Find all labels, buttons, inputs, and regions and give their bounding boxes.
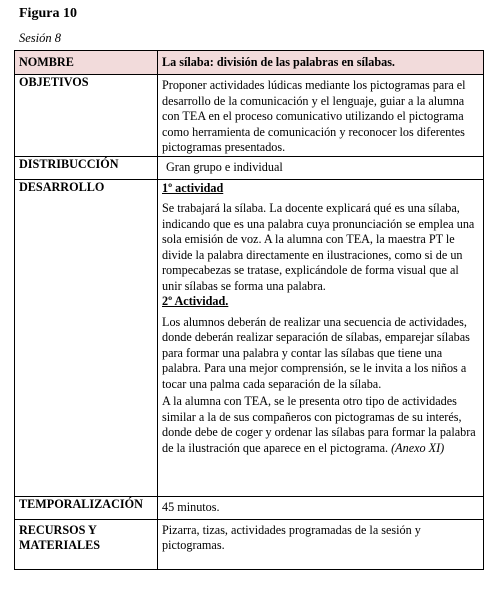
distribucion-text: Gran grupo e individual [158, 156, 484, 179]
table-row-nombre [15, 51, 484, 75]
nombre-label: NOMBRE [15, 51, 158, 75]
recursos-label: RECURSOS Y MATERIALES [15, 519, 158, 569]
figure-title: Figura 10 [19, 6, 77, 21]
activity-2-title: 2º Actividad. [162, 294, 229, 308]
nombre-value: La sílaba: división de las palabras en sílabas. [158, 51, 484, 75]
activity-2-text: Los alumnos deberán de realizar una secuencia de actividades, donde deberán realizar separación de sílabas, emparejar sílabas para formar una palabra y contar las sílabas que tiene una palabra. Para una mejor comprensión, se le invita a los niños a tocar una palma cada separación de la sílaba. [162, 314, 470, 391]
activity-1-text: Se trabajará la sílaba. La docente explicará qué es una sílaba, indicando que es una palabra cuya pronunciación se emplea una sola emisión de voz. A la alumna con TEA, la maestra PT le divide la palabra directamente en ilustraciones, como si de un rompecabezas se tratase, explicándole de forma visual que al unir sílabas se forma una palabra. [162, 201, 475, 293]
objetivos-label: OBJETIVOS [15, 75, 158, 157]
recursos-text: Pizarra, tizas, actividades programadas de la sesión y pictogramas. [158, 519, 484, 569]
table-row-temporalizacion [15, 496, 484, 519]
annex-reference: (Anexo XI) [391, 440, 445, 455]
session-label: Sesión 8 [19, 31, 62, 45]
activity-2-text-tea: A la alumna con TEA, se le presenta otro tipo de actividades similar a la de sus compañeros con pictogramas de su interés, donde debe de coger y ordenar las sílabas para formar la palabra de la ilustración que aparece en el pictograma. (Anexo XI) [162, 394, 476, 455]
distribucion-label: DISTRIBUCCIÓN [15, 156, 158, 179]
table-row-distribucion [15, 156, 484, 179]
temporalizacion-text: 45 minutos. [158, 496, 484, 519]
objetivos-text: Proponer actividades lúdicas mediante los pictogramas para el desarrollo de la comunicación y el lenguaje, guiar a la alumna con TEA en el proceso comunicativo utilizando el pictograma como herramienta de comunicación y reconocer los diferentes pictogramas presentados. [158, 75, 484, 157]
table-row-recursos [15, 519, 484, 569]
session-table [14, 50, 484, 570]
activity-1-title: 1º actividad [162, 180, 224, 195]
desarrollo-content [158, 179, 484, 496]
desarrollo-label: DESARROLLO [15, 179, 158, 496]
table-row-desarrollo [15, 179, 484, 496]
temporalizacion-label: TEMPORALIZACIÓN [15, 496, 158, 519]
table-row-objetivos [15, 75, 484, 157]
